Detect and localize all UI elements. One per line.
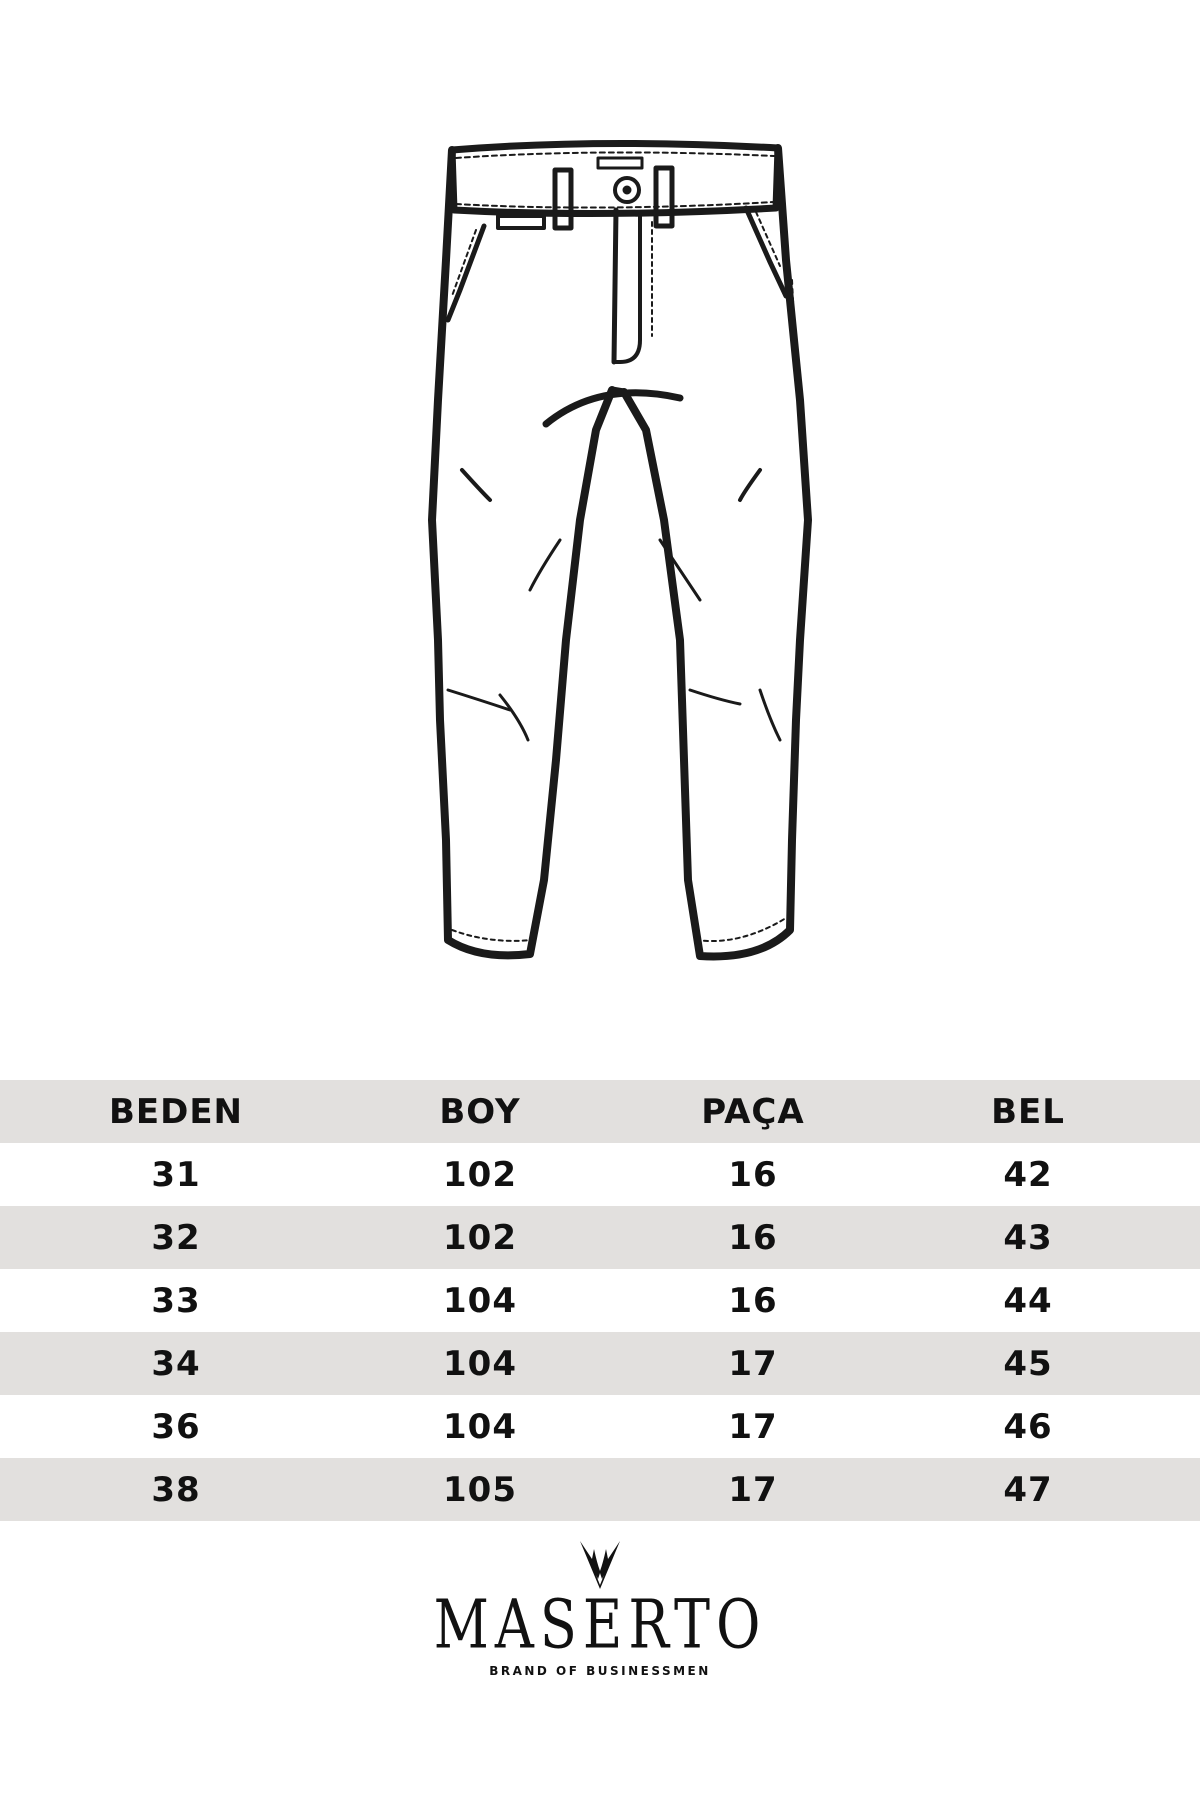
table-cell: 16 bbox=[728, 1154, 778, 1195]
table-cell: 17 bbox=[728, 1343, 778, 1384]
table-cell: 36 bbox=[151, 1406, 201, 1447]
column-header: BOY bbox=[439, 1091, 521, 1132]
table-cell: 38 bbox=[151, 1469, 201, 1510]
column-header: BEDEN bbox=[108, 1091, 244, 1132]
table-row bbox=[0, 1458, 1200, 1521]
table-cell: 47 bbox=[1003, 1469, 1053, 1510]
table-row bbox=[0, 1206, 1200, 1269]
table-cell: 32 bbox=[151, 1217, 201, 1258]
table-cell: 43 bbox=[1003, 1217, 1053, 1258]
brand-name: MASERTO bbox=[433, 1585, 767, 1664]
table-cell: 104 bbox=[443, 1343, 517, 1384]
table-cell: 17 bbox=[728, 1469, 778, 1510]
table-cell: 34 bbox=[151, 1343, 201, 1384]
table-cell: 102 bbox=[443, 1217, 517, 1258]
table-cell: 46 bbox=[1003, 1406, 1053, 1447]
table-row bbox=[0, 1395, 1200, 1458]
table-cell: 104 bbox=[443, 1406, 517, 1447]
table-cell: 33 bbox=[151, 1280, 201, 1321]
table-cell: 105 bbox=[443, 1469, 517, 1510]
table-cell: 104 bbox=[443, 1280, 517, 1321]
size-table bbox=[0, 1080, 1200, 1521]
brand-tagline: BRAND OF BUSINESSMEN bbox=[489, 1664, 711, 1678]
table-cell: 44 bbox=[1003, 1280, 1053, 1321]
column-header: PAÇA bbox=[701, 1091, 805, 1132]
table-row bbox=[0, 1269, 1200, 1332]
table-row bbox=[0, 1143, 1200, 1206]
table-cell: 16 bbox=[728, 1217, 778, 1258]
table-cell: 31 bbox=[151, 1154, 201, 1195]
table-header-row bbox=[0, 1080, 1200, 1143]
table-cell: 102 bbox=[443, 1154, 517, 1195]
table-cell: 16 bbox=[728, 1280, 778, 1321]
table-row bbox=[0, 1332, 1200, 1395]
brand-logo bbox=[0, 1535, 1200, 1695]
wings-logo-icon bbox=[570, 1535, 630, 1591]
column-header: BEL bbox=[991, 1091, 1065, 1132]
table-cell: 17 bbox=[728, 1406, 778, 1447]
table-cell: 45 bbox=[1003, 1343, 1053, 1384]
table-cell: 42 bbox=[1003, 1154, 1053, 1195]
